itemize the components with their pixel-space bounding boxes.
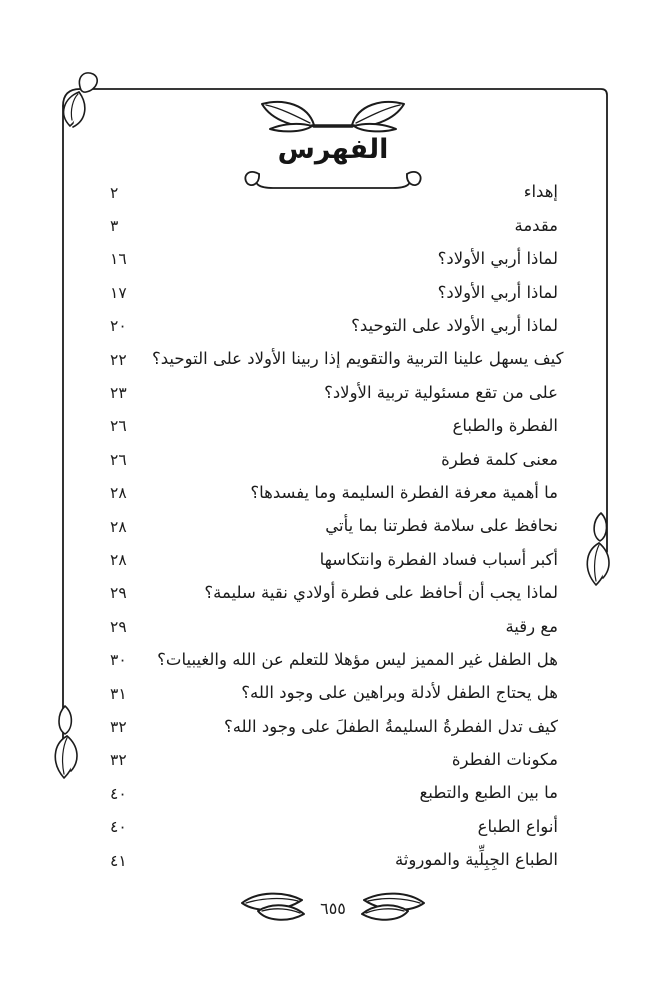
toc-page-number: ٢٠ — [110, 317, 127, 336]
toc-row — [100, 176, 558, 209]
toc-entry-title: الطباع الجِبِلِّية والموروثة — [394, 850, 558, 870]
toc-entry-title: أكبر أسباب فساد الفطرة وانتكاسها — [319, 549, 558, 569]
toc-page-number: ٢ — [110, 183, 119, 202]
toc-entry-title: إهداء — [523, 182, 558, 202]
toc-page-number: ٢٢ — [110, 350, 127, 369]
toc-entry-title: لماذا أربي الأولاد؟ — [437, 249, 558, 269]
folio-number: ٦٥٥ — [320, 898, 346, 918]
toc-entry-title: ما بين الطبع والتطبع — [419, 783, 558, 803]
toc-page-number: ٢٨ — [110, 517, 127, 536]
toc-row — [100, 477, 558, 510]
toc-page-number: ٣١ — [110, 684, 127, 703]
toc-row — [100, 744, 558, 777]
toc-entry-title: هل الطفل غير المميز ليس مؤهلا للتعلم عن الله والغيبيات؟ — [157, 649, 558, 669]
toc-entry-title: هل يحتاج الطفل لأدلة وبراهين على وجود الله؟ — [241, 683, 558, 703]
toc-entry-title: مكونات الفطرة — [451, 750, 558, 770]
toc-page-number: ٤٠ — [110, 784, 127, 803]
toc-entry-title: نحافظ على سلامة فطرتنا بما يأتي — [325, 516, 558, 536]
right-border-leaf-icon — [587, 513, 609, 585]
toc-page-number: ٣ — [110, 217, 119, 236]
toc-row — [100, 844, 558, 877]
toc-row — [100, 643, 558, 676]
toc-row — [100, 510, 558, 543]
toc-entry-title: كيف يسهل علينا التربية والتقويم إذا ربينا الأولاد على التوحيد؟ — [152, 349, 564, 369]
toc-list — [100, 176, 564, 877]
toc-entry-title: ما أهمية معرفة الفطرة السليمة وما يفسدها؟ — [250, 482, 558, 502]
toc-row — [100, 243, 558, 276]
toc-row — [100, 376, 558, 409]
toc-row — [100, 577, 558, 610]
toc-entry-title: لماذا يجب أن أحافظ على فطرة أولادي نقية سليمة؟ — [204, 583, 558, 603]
toc-row — [100, 610, 558, 643]
header-leaves-icon — [258, 97, 408, 133]
toc-entry-title: كيف تدل الفطرةُ السليمةُ الطفلَ على وجود الله؟ — [223, 716, 558, 736]
toc-row — [100, 543, 558, 576]
toc-entry-title: مقدمة — [514, 215, 558, 235]
toc-entry-title: لماذا أربي الأولاد على التوحيد؟ — [351, 316, 558, 335]
toc-row — [100, 677, 558, 710]
toc-page-number: ١٦ — [110, 250, 127, 269]
toc-page-number: ١٧ — [110, 283, 127, 302]
toc-page-number: ٢٩ — [110, 584, 127, 603]
toc-row — [100, 443, 558, 476]
toc-entry-title: الفطرة والطباع — [452, 416, 558, 436]
toc-page-number: ٣٠ — [110, 651, 127, 670]
toc-row — [100, 410, 558, 443]
toc-row — [100, 343, 564, 376]
toc-entry-title: أنواع الطباع — [477, 816, 558, 836]
toc-page-number: ٣٢ — [110, 751, 127, 770]
toc-entry-title: على من تقع مسئولية تربية الأولاد؟ — [324, 382, 558, 402]
toc-page-number: ٢٦ — [110, 417, 127, 436]
toc-row — [100, 276, 558, 309]
footer-leaf-left-icon — [239, 889, 307, 927]
toc-row — [100, 810, 558, 843]
page-title: الفهرس — [277, 134, 389, 165]
toc-page-number: ٤١ — [110, 851, 127, 870]
toc-page-number: ٢٦ — [110, 450, 127, 469]
toc-page-number: ٢٣ — [110, 384, 127, 403]
left-border-leaf-icon — [55, 706, 77, 778]
toc-row — [100, 310, 558, 343]
toc-entry-title: لماذا أربي الأولاد؟ — [437, 282, 558, 302]
toc-row — [100, 710, 558, 743]
toc-page-number: ٣٢ — [110, 717, 127, 736]
toc-page-number: ٢٩ — [110, 617, 127, 636]
toc-page-number: ٤٠ — [110, 818, 127, 837]
toc-page-number: ٢٨ — [110, 484, 127, 503]
toc-entry-title: معنى كلمة فطرة — [441, 449, 558, 469]
toc-entry-title: مع رقية — [505, 616, 558, 636]
toc-row — [100, 777, 558, 810]
toc-row — [100, 209, 558, 242]
page-footer — [0, 886, 666, 930]
toc-page-number: ٢٨ — [110, 550, 127, 569]
footer-leaf-right-icon — [359, 889, 427, 927]
